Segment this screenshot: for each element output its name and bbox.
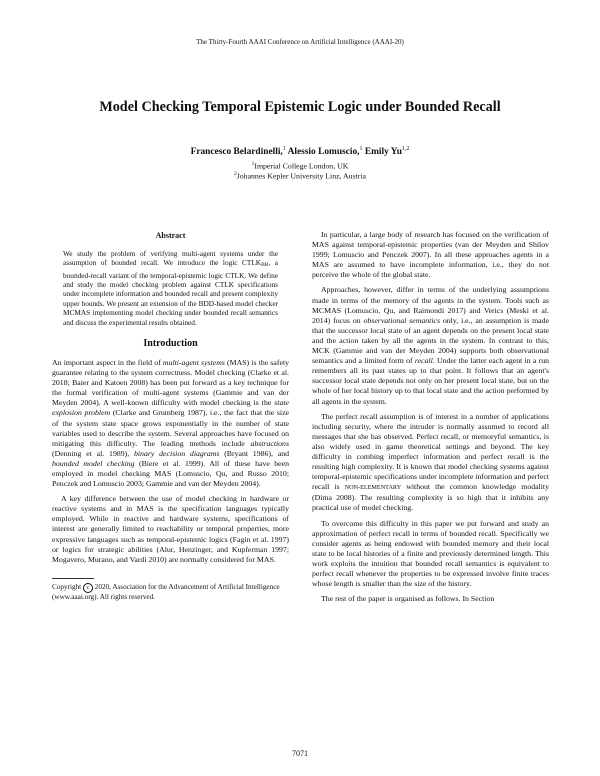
abstract-text: We study the problem of verifying multi-agent systems under the assumption of bounded recall. We introduce the logic CTLKBR, a bounded-recall variant of the temporal-epistemic logic CTLK. We define and study the model checking problem against CTLK specifications under incomplete information and bounded recall and present complexity upper bounds. We present an extension of the BDD-based model checker MCMAS implementing model checking under bounded recall semantics and discuss the experimental results obtained.	[63, 249, 278, 327]
intro-paragraph-2: A key difference between the use of model checking in hardware or reactive systems and in MAS is the specification languages typically employed. While in reactive and hardware systems, specifications of interest are generally limited to reachability or temporal properties, more expressive languages such as temporal-epistemic logics (Fagin et al. 1997) or logics for strategic abilities (Alur, Henzinger, and Kupferman 1997; Mogavero, Murano, and Vardi 2010) are normally considered for MAS.	[52, 494, 289, 564]
conference-header: The Thirty-Fourth AAAI Conference on Artificial Intelligence (AAAI-20)	[196, 38, 404, 46]
affiliation-text: Johannes Kepler University Linz, Austria	[236, 171, 367, 181]
abstract-heading: Abstract	[155, 231, 186, 240]
paper-title: Model Checking Temporal Epistemic Logic under Bounded Recall	[99, 99, 501, 115]
author-name: Emily Yu	[364, 147, 402, 158]
author-affil-mark: 1,2	[401, 146, 410, 152]
right-paragraph-3: The perfect recall assumption is of interest in a number of applications including security, where the intruder is normally assumed to record all messages that she has observed. Perfect recall, or memoryful semantics, is also widely used in game theoretical settings and beyond. The key difficulty in combing imperfect information and perfect recall is the resulting high complexity. It is known that model checking systems against temporal-epistemic specifications under incomplete information and perfect recall is NON-ELEMENTARY without the common knowledge modality (Dima 2008). The resulting complexity is so high that it inhibits any practical use of model checking.	[312, 411, 550, 513]
right-column	[312, 230, 549, 609]
affiliation-mark: 2	[233, 171, 237, 177]
left-column	[52, 231, 289, 602]
author-affil-mark: 1	[282, 146, 286, 152]
right-paragraph-4: To overcome this difficulty in this paper we put forward and study an approximation of perfect recall in terms of bounded recall. Specifically we consider agents as being endowed with bounded memory and their local state to be local histories of a finite and previously determined length. This work exploits the intuition that bounded recall semantics is equivalent to perfect recall whenever the properties to be expressed involve finite traces whose length is smaller than the size of the history.	[312, 518, 549, 589]
intro-paragraph-1: An important aspect in the field of multi-agent systems (MAS) is the safety guarantee relating to the system correctness. Model checking (Clarke et al. 2018; Baier and Katoen 2008) has been put forward as a key technique for the formal verification of multi-agent systems (Gammie and van der Meyden 2004). A well-known difficulty with model checking is the state explosion problem (Clarke and Grumberg 1987), i.e., the fact that the size of the system state space grows exponentially in the number of state variables used to describe the system. Several approaches have focused on mitigating this difficulty. The leading methods include abstractions (Denning et al. 1989), binary decision diagrams (Bryant 1986), and bounded model checking (Biere et al. 1999). All of these have been employed in model checking MAS (Lomuscio, Qu, and Russo 2010; Penczek and Lomuscio 2003; Gammie and van der Meyden 2004).	[52, 357, 290, 489]
right-paragraph-1: In particular, a large body of research has focused on the verification of MAS against temporal-epistemic properties (van der Meyden and Shilov 1999; Lomuscio and Penczek 2007). In all these approaches agents in a MAS are assumed to have incomplete information, i.e., they do not perceive the whole of the global state.	[312, 230, 549, 280]
section-heading-introduction: Introduction	[143, 337, 198, 349]
author-name: Alessio Lomuscio,	[287, 147, 360, 158]
author-affil-mark: 1	[359, 146, 363, 152]
affiliation-text: Imperial College London, UK	[254, 161, 349, 171]
footnote-rule	[52, 578, 94, 579]
affiliation-mark: 1	[251, 161, 255, 167]
author-name: Francesco Belardinelli,	[190, 147, 283, 158]
copyright-icon: c	[83, 583, 93, 593]
copyright-notice: Copyright c 2020, Association for the Advancement of Artificial Intelligence (www.aaai.org). All rights reserved.	[52, 582, 280, 601]
right-paragraph-5: The rest of the paper is organised as follows. In Section	[321, 594, 495, 604]
abstract-block	[52, 231, 289, 327]
affiliation	[0, 169, 600, 182]
page-number: 7071	[292, 749, 308, 758]
right-paragraph-2: Approaches, however, differ in terms of the underlying assumptions made in terms of the memory of the agents in the system. Tools such as MCMAS (Lomuscio, Qu, and Raimondi 2017) and Verics (Meski et al. 2014) focus on observational semantics only, i.e., an assumption is made that the successor local state of an agent depends on the present local state and the action taken by all the agents in the system. In contrast to this, MCK (Gammie and van der Meyden 2004) supports both observational semantics and a limited form of recall. Under the latter each agent in a run remembers all its past states up to that point. It follows that an agent's successor local state depends not only on her present local state, but on the whole of her local history up to that local state and the action performed by all agents in the system.	[312, 285, 549, 406]
author-list	[0, 146, 600, 157]
